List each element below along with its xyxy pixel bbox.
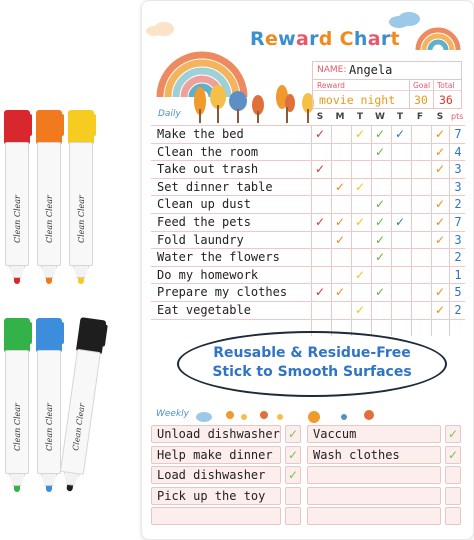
check-icon[interactable]: ✓ (434, 144, 446, 159)
weekly-task-label: Load dishwasher (157, 468, 266, 482)
total-label: Total (437, 81, 455, 90)
day-cell[interactable] (351, 196, 369, 213)
task-label: Clean the room (157, 144, 259, 159)
check-icon[interactable]: ✓ (334, 179, 346, 194)
marker-tip (78, 278, 84, 284)
day-cell[interactable] (311, 302, 329, 319)
check-icon[interactable]: ✓ (354, 127, 366, 141)
check-icon[interactable]: ✓ (374, 197, 386, 212)
weekly-checkbox[interactable] (285, 487, 301, 505)
day-header: S (316, 112, 324, 122)
rainbow-icon (414, 21, 462, 51)
marker-tip (46, 278, 52, 284)
day-cell[interactable] (371, 161, 389, 178)
check-icon[interactable]: ✓ (314, 215, 326, 229)
name-label: NAME: (317, 65, 347, 75)
weekly-task[interactable] (307, 487, 441, 505)
goal-value[interactable]: 30 (414, 93, 428, 107)
marker-cone (73, 266, 89, 278)
day-cell[interactable] (311, 267, 329, 284)
weekly-task[interactable] (151, 425, 281, 443)
marker-cone (41, 474, 57, 486)
marker-brand: Clean Clear (77, 195, 86, 243)
day-cell[interactable] (411, 267, 429, 284)
day-cell[interactable] (411, 179, 429, 196)
task-label: Fold laundry (157, 232, 244, 247)
task-label: Water the flowers (157, 250, 280, 265)
pts-header: pts (451, 112, 464, 121)
day-cell[interactable] (351, 284, 369, 301)
check-icon[interactable]: ✓ (434, 303, 446, 317)
task-row (151, 248, 465, 266)
day-cell[interactable] (391, 196, 409, 213)
marker-cone (9, 266, 25, 278)
day-cell[interactable] (351, 144, 369, 161)
marker-cone (62, 472, 80, 486)
day-header: W (375, 112, 385, 122)
marker-orange (36, 110, 62, 290)
task-label: Clean up dust (157, 197, 251, 212)
day-cell[interactable] (331, 126, 349, 143)
marker-red (4, 110, 30, 290)
task-points[interactable]: 7 (454, 127, 462, 141)
marker-brand: Clean Clear (13, 403, 22, 451)
day-cell[interactable] (391, 232, 409, 249)
name-reward-box (312, 61, 462, 109)
title-letter: t (390, 28, 400, 50)
check-icon[interactable]: ✓ (314, 127, 326, 141)
day-cell[interactable] (391, 161, 409, 178)
weekly-task[interactable] (151, 487, 281, 505)
marker-yellow (68, 110, 94, 290)
day-cell[interactable] (331, 249, 349, 266)
reward-label: Reward (317, 81, 345, 90)
day-cell[interactable] (331, 144, 349, 161)
marker-barrel (60, 349, 101, 475)
check-icon[interactable]: ✓ (354, 267, 366, 282)
reward-chart-board (141, 0, 474, 540)
title-letter: h (353, 28, 368, 50)
task-row (151, 301, 465, 319)
weekly-checkbox[interactable] (445, 466, 461, 484)
marker-brand: Clean Clear (45, 195, 54, 243)
total-value[interactable]: 36 (439, 93, 453, 107)
task-points[interactable]: 1 (454, 267, 462, 282)
marker-tip (14, 486, 20, 492)
task-label: Prepare my clothes (157, 285, 288, 300)
day-cell[interactable] (311, 249, 329, 266)
day-cell[interactable] (411, 232, 429, 249)
check-icon[interactable]: ✓ (354, 215, 366, 229)
check-icon[interactable]: ✓ (434, 232, 446, 247)
promo-ellipse (177, 331, 447, 397)
day-cell[interactable] (331, 267, 349, 284)
day-cell[interactable] (311, 232, 329, 249)
day-cell[interactable] (371, 179, 389, 196)
day-cell[interactable] (411, 144, 429, 161)
check-icon[interactable]: ✓ (334, 215, 346, 229)
weekly-task[interactable] (307, 466, 441, 484)
divider (409, 80, 410, 109)
task-row (151, 213, 465, 231)
marker-black (56, 317, 107, 499)
weekly-task-label: Vaccum (313, 427, 357, 441)
day-cell[interactable] (371, 267, 389, 284)
day-cell[interactable] (431, 179, 449, 196)
weekly-task[interactable] (307, 446, 441, 464)
task-label: Feed the pets (157, 215, 251, 229)
title-letter: r (380, 28, 391, 50)
day-cell[interactable] (411, 214, 429, 231)
divider (433, 80, 434, 109)
task-points[interactable]: 7 (454, 215, 462, 229)
day-cell[interactable] (331, 302, 349, 319)
weekly-checkbox[interactable] (445, 487, 461, 505)
check-icon[interactable]: ✓ (374, 250, 386, 265)
title-letter: a (367, 28, 381, 50)
day-cell[interactable] (411, 249, 429, 266)
marker-barrel (37, 350, 61, 474)
check-icon[interactable]: ✓ (334, 285, 346, 300)
chart-title (250, 28, 400, 50)
check-icon[interactable]: ✓ (314, 162, 326, 177)
day-cell[interactable] (311, 144, 329, 161)
check-icon[interactable]: ✓ (374, 215, 386, 229)
weekly-task[interactable] (307, 425, 441, 443)
task-points[interactable]: 3 (454, 232, 462, 247)
check-icon[interactable]: ✓ (434, 285, 446, 300)
check-icon[interactable]: ✓ (354, 179, 366, 194)
task-points[interactable]: 2 (454, 303, 462, 317)
name-value[interactable]: Angela (349, 63, 393, 77)
weekly-checkbox[interactable] (285, 507, 301, 525)
title-letter: w (278, 28, 296, 50)
promo-line-2: Stick to Smooth Surfaces (212, 364, 412, 380)
daily-label: Daily (158, 109, 181, 119)
task-row (151, 178, 465, 196)
marker-clip (59, 322, 64, 344)
title-letter: R (250, 28, 265, 50)
check-icon[interactable]: ✓ (374, 127, 386, 141)
task-points[interactable]: 4 (454, 144, 462, 159)
check-icon[interactable]: ✓ (354, 303, 366, 317)
day-cell[interactable] (311, 179, 329, 196)
check-icon[interactable]: ✓ (445, 425, 461, 443)
check-icon[interactable]: ✓ (434, 162, 446, 177)
day-cell[interactable] (311, 196, 329, 213)
task-points[interactable]: 3 (454, 179, 462, 194)
title-letter (333, 28, 340, 50)
day-header: S (436, 112, 444, 122)
weekly-task-label: Wash clothes (313, 447, 400, 462)
check-icon[interactable]: ✓ (445, 446, 461, 464)
check-icon[interactable]: ✓ (374, 144, 386, 159)
marker-barrel (5, 142, 29, 266)
marker-barrel (69, 142, 93, 266)
weekly-task[interactable] (151, 446, 281, 464)
title-letter: C (339, 28, 354, 50)
weekly-task-label: Help make dinner (157, 447, 273, 462)
cloud-icon (144, 21, 176, 37)
marker-clip (91, 114, 96, 136)
check-icon[interactable]: ✓ (434, 127, 446, 141)
goal-label: Goal (413, 81, 431, 90)
weekly-task[interactable] (151, 507, 281, 525)
task-label: Take out trash (157, 162, 259, 177)
title-letter: r (309, 28, 319, 50)
day-header: T (396, 112, 404, 122)
day-cell[interactable] (411, 196, 429, 213)
task-row (151, 195, 465, 213)
marker-tip (46, 486, 52, 492)
reward-value-row (313, 90, 461, 108)
check-icon[interactable]: ✓ (394, 215, 406, 229)
check-icon[interactable]: ✓ (394, 127, 406, 141)
task-label: Do my homework (157, 267, 259, 282)
name-row (313, 62, 461, 80)
marker-clip (59, 114, 64, 136)
check-icon[interactable]: ✓ (434, 215, 446, 229)
weekly-checkbox[interactable] (445, 507, 461, 525)
marker-clip (27, 322, 32, 344)
day-header: F (416, 112, 424, 122)
day-cell[interactable] (411, 126, 429, 143)
day-cell[interactable] (351, 249, 369, 266)
weekly-label: Weekly (156, 409, 190, 419)
title-letter: e (264, 28, 279, 50)
task-row (151, 143, 465, 161)
marker-clip (27, 114, 32, 136)
task-points[interactable]: 5 (454, 285, 462, 300)
marker-brand: Clean Clear (13, 195, 22, 243)
day-cell[interactable] (391, 302, 409, 319)
check-icon[interactable]: ✓ (285, 466, 301, 484)
task-row (151, 125, 465, 143)
day-cell[interactable] (331, 196, 349, 213)
day-cell[interactable] (411, 302, 429, 319)
weekly-task[interactable] (151, 466, 281, 484)
marker-brand: Clean Clear (45, 403, 54, 451)
day-cell[interactable] (371, 302, 389, 319)
day-cell[interactable] (331, 161, 349, 178)
day-cell[interactable] (431, 249, 449, 266)
day-cell[interactable] (351, 232, 369, 249)
day-header: M (335, 112, 345, 122)
check-icon[interactable]: ✓ (334, 232, 346, 247)
reward-value[interactable]: movie night (319, 93, 396, 107)
day-cell[interactable] (391, 144, 409, 161)
check-icon[interactable]: ✓ (374, 232, 386, 247)
check-icon[interactable]: ✓ (434, 197, 446, 212)
check-icon[interactable]: ✓ (285, 425, 301, 443)
task-points[interactable]: 2 (454, 197, 462, 212)
reward-header-row (313, 80, 461, 90)
task-points[interactable]: 2 (454, 250, 462, 265)
title-letter: d (318, 28, 333, 50)
task-row (151, 231, 465, 249)
marker-tip (66, 485, 73, 492)
promo-line-1: Reusable & Residue-Free (213, 345, 411, 361)
weekly-task[interactable] (307, 507, 441, 525)
marker-green (4, 318, 30, 498)
marker-tip (14, 278, 20, 284)
day-cell[interactable] (391, 284, 409, 301)
flowers-icon (194, 405, 394, 425)
weekly-task-label: Pick up the toy (157, 488, 266, 503)
day-cell[interactable] (391, 249, 409, 266)
task-label: Set dinner table (157, 179, 273, 194)
marker-barrel (5, 350, 29, 474)
marker-cone (41, 266, 57, 278)
check-icon[interactable]: ✓ (314, 285, 326, 300)
trees-icon (190, 79, 320, 123)
day-cell[interactable] (431, 267, 449, 284)
marker-barrel (37, 142, 61, 266)
day-cell[interactable] (391, 267, 409, 284)
task-row (151, 160, 465, 178)
check-icon[interactable]: ✓ (374, 285, 386, 300)
task-label: Eat vegetable (157, 303, 251, 317)
day-header: T (356, 112, 364, 122)
day-cell[interactable] (351, 161, 369, 178)
task-row (151, 283, 465, 301)
day-cell[interactable] (391, 179, 409, 196)
weekly-task-label: Unload dishwasher (157, 427, 280, 441)
check-icon[interactable]: ✓ (285, 446, 301, 464)
task-label: Make the bed (157, 127, 244, 141)
marker-cone (9, 474, 25, 486)
marker-brand: Clean Clear (71, 402, 87, 452)
task-row (151, 266, 465, 284)
task-points[interactable]: 3 (454, 162, 462, 177)
day-cell[interactable] (411, 161, 429, 178)
day-cell[interactable] (411, 284, 429, 301)
title-letter: a (295, 28, 310, 50)
